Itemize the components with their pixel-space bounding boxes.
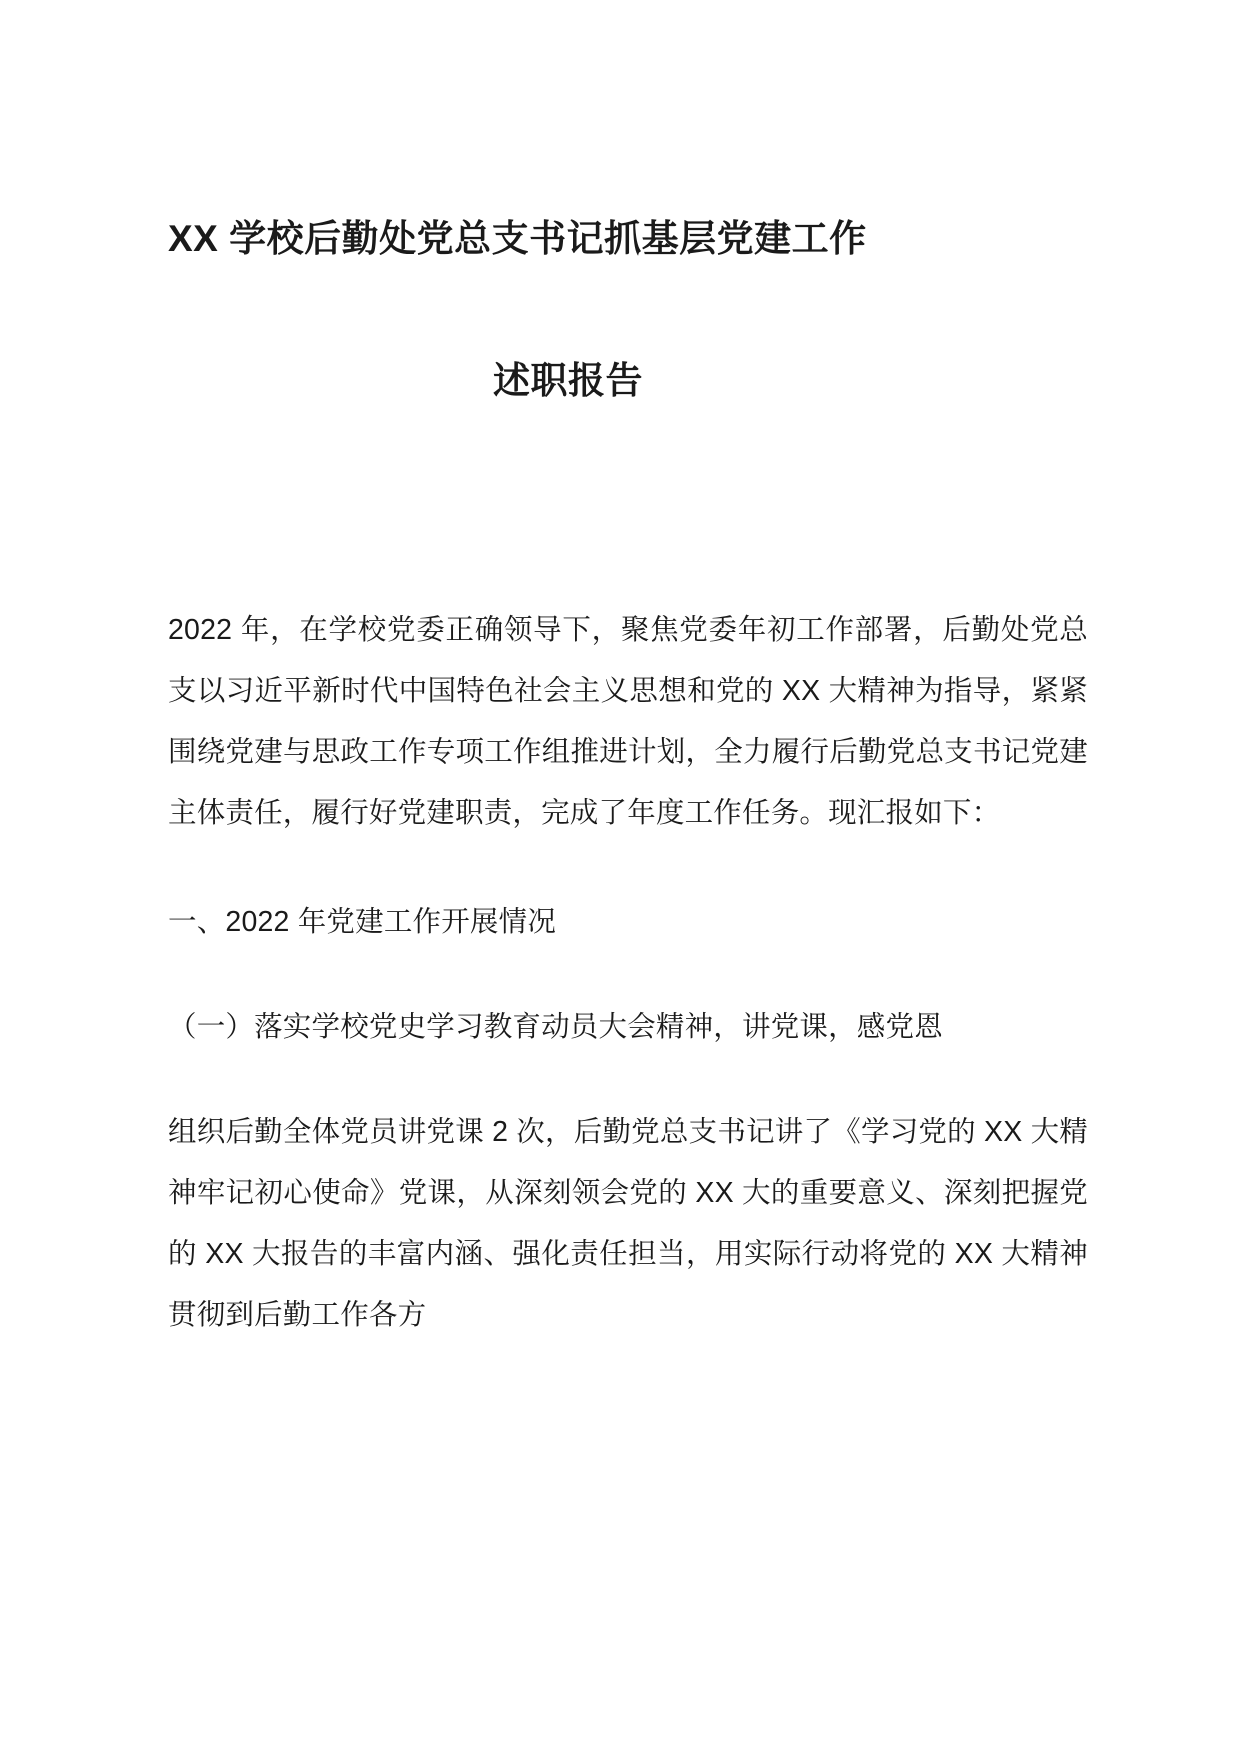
page-title <box>168 0 1088 452</box>
page-title-line-2: 述职报告 <box>493 360 643 401</box>
subsection-heading-1-1: （一）落实学校党史学习教育动员大会精神，讲党课，感党恩 <box>168 1011 943 1043</box>
document-body <box>168 600 1088 1346</box>
page-content-area <box>168 0 1088 1380</box>
intro-paragraph: 2022 年，在学校党委正确领导下，聚焦党委年初工作部署，后勤处党总支以习近平新时代中国特色社会主义思想和党的 XX 大精神为指导，紧紧围绕党建与思政工作专项工作组推进计划，全力履行后勤党总支书记党建主体责任，履行好党建职责，完成了年度工作任务。现汇报如下： <box>168 614 1088 829</box>
page-title-line-1: XX 学校后勤处党总支书记抓基层党建工作 <box>168 218 867 259</box>
section-heading-1: 一、2022 年党建工作开展情况 <box>168 906 557 938</box>
body-paragraph-1: 组织后勤全体党员讲党课 2 次，后勤党总支书记讲了《学习党的 XX 大精神牢记初心使命》党课，从深刻领会党的 XX 大的重要意义、深刻把握党的 XX 大报告的丰富内涵、强化责任担当，用实际行动将党的 XX 大精神贯彻到后勤工作各方 <box>168 1116 1088 1331</box>
